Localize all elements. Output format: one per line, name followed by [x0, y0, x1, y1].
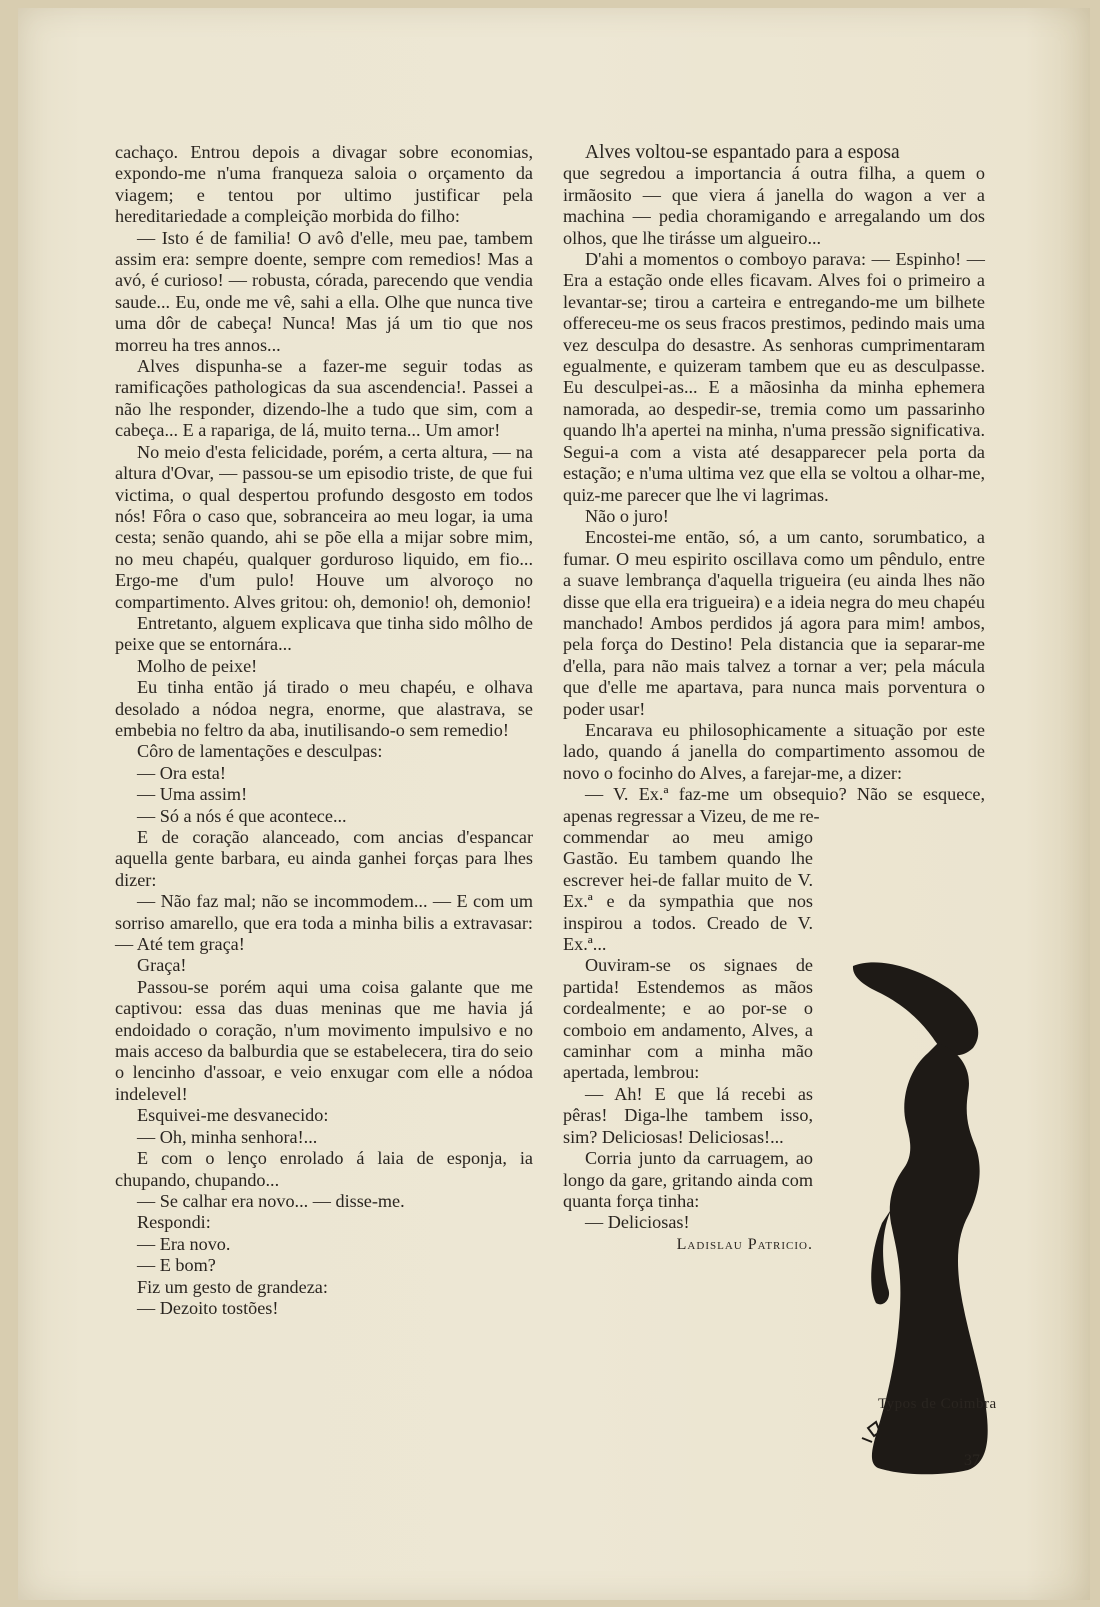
paragraph: Esquivei-me desvanecido: — [137, 1105, 329, 1126]
figure-hat — [853, 962, 978, 1055]
paragraph: E com o lenço enrolado á laia de esponja, ia chupando, chupando... — [115, 1148, 533, 1190]
paragraph: Respondi: — [137, 1212, 211, 1233]
paragraph: Corria junto da carruagem, ao longo da gare, gritando ainda com quanta força tinha: — [563, 1148, 813, 1211]
paragraph: — Dezoito tostões! — [137, 1297, 279, 1318]
paragraph: — Oh, minha senhora!... — [137, 1126, 318, 1147]
paragraph: Alves dispunha-se a fazer-me seguir todas as ramificações pathologicas da sua ascendencia!. Passei a não lhe responder, dizendo-lhe a tudo que sim, com a cabeça... E a rapariga, de lá, muito terna... Um amor! — [115, 356, 533, 441]
paragraph: Alves voltou-se espantado para a esposa — [585, 142, 900, 163]
paragraph: — Isto é de familia! O avô d'elle, meu pae, tambem assim era: sempre doente, sempre com remedios! Mas a avó, é curioso! — robusta, córada, parecendo que vendia saude... Eu, onde me vê, sahi a ella. Olhe que nunca tive uma dôr de cabeça! Nunca! Mas já um tio que nos morreu ha tres annos... — [115, 227, 533, 355]
paragraph: — Ora esta! — [137, 762, 226, 783]
signature: Ladislau Patricio. — [676, 1235, 813, 1253]
paragraph: Molho de peixe! — [137, 655, 258, 676]
paragraph: Côro de lamentações e desculpas: — [137, 741, 383, 762]
paragraph: Fiz um gesto de grandeza: — [137, 1276, 328, 1297]
paragraph: — Só a nós é que acontece... — [137, 805, 347, 826]
paragraph: — Não faz mal; não se incommodem... — E com um sorriso amarello, que era toda a minha bilis a extravasar: — Até tem graça! — [115, 891, 533, 955]
paragraph: Não o juro! — [585, 505, 669, 526]
paragraph: — E bom? — [137, 1255, 216, 1276]
paragraph: — Se calhar era novo... — disse-me. — [137, 1190, 405, 1211]
paragraph: Encarava eu philosophicamente a situação por este lado, quando á janella do compartimento assomou de novo o focinho do Alves, a farejar-me, a dizer: — [563, 719, 985, 783]
paragraph: Encostei-me então, só, a um canto, sorumbatico, a fumar. O meu espirito oscillava como um pêndulo, entre a suave lembrança d'aquella trigueira (eu ainda lhes não disse que ella era trigueira) e a ideia negra do meu chapéu manchado! Ambos perdidos já agora para mim! ambos, pela força do Destino! Pela distancia que ia separar-me d'ella, para não mais talvez a tornar a ver; pela mácula que d'elle me apartava, para nunca mais porventura o poder usar! — [563, 527, 985, 719]
paragraph: Ouviram-se os signaes de partida! Estendemos as mãos cordealmente; e ao por-se o comboio em andamento, Alves, a caminhar com a minha mão apertada, lembrou: — [563, 955, 813, 1083]
paragraph: Passou-se porém aqui uma coisa galante que me captivou: essa das duas meninas que me havia já endoidado o coração, n'um movimento impulsivo e no mais acceso da balburdia que se estabelecera, tira do seio o lencinho d'assoar, e veio enxugar com elle a nódoa indelevel! — [115, 976, 533, 1104]
paragraph: Eu tinha então já tirado o meu chapéu, e olhava desolado a nódoa negra, enorme, que alastrava, se embebia no feltro da aba, inutilisando-o sem remedio! — [115, 677, 533, 740]
paragraph: — Era novo. — [137, 1233, 231, 1254]
right-column-full-width — [563, 142, 985, 827]
paragraph: — V. Ex.ª faz-me um obsequio? Não se esquece, apenas regressar a Vizeu, de me re- — [563, 784, 985, 826]
page — [18, 8, 1090, 1600]
paragraph: commendar ao meu amigo Gastão. Eu tambem quando lhe escrever hei-de fallar muito de V. Ex.ª e da sympathia que nos inspirou a todos. Creado de V. Ex.ª... — [563, 827, 813, 955]
paragraph: que segredou a importancia á outra filha, a quem o irmãosito — que viera á janella do wagon a ver a machina — pedia choramigando e arregalando um dos olhos, que lhe tirásse um algueiro... — [563, 163, 985, 248]
paragraph: — Ah! E que lá recebi as pêras! Diga-lhe tambem isso, sim? Deliciosas! Deliciosas!... — [563, 1083, 813, 1147]
paragraph: Graça! — [137, 955, 187, 976]
figure-arm — [871, 1208, 892, 1304]
paragraph: D'ahi a momentos o comboyo parava: — Espinho! — Era a estação onde elles ficavam. Alves foi o primeiro a levantar-se; tirou a carteira e entregando-me um bilhete offereceu-me os seus fracos prestimos, pedindo mais uma vez desculpa do desastre. As senhoras cumprimentaram egualmente, e quizeram tambem que eu as desculpasse. Eu desculpei-as... E a mãosinha da minha ephemera namorada, ao despedir-se, tremia como um passarinho quando lh'a apertei na minha, n'uma pressão significativa. Segui-a com a vista até desapparecer pela porta da estação; e n'uma ultima vez que ella se voltou a olhar-me, quiz-me parecer que lhe vi lagrimas. — [563, 249, 985, 505]
right-column-narrow — [563, 827, 813, 1234]
paragraph: Entretanto, alguem explicava que tinha sido môlho de peixe que se entornára... — [115, 612, 533, 655]
paragraph: No meio d'esta felicidade, porém, a certa altura, — na altura d'Ovar, — passou-se um episodio triste, de que fui victima, o qual despertou profundo desgosto em todos nós! Fôra o caso que, sobranceira ao meu logar, ia uma cesta; senão quando, ahi se põe ella a mijar sobre mim, no meu chapéu, qualquer gorduroso liquido, em fio... Ergo-me d'um pulo! Houve um alvoroço no compartimento. Alves gritou: oh, demonio! oh, demonio! — [115, 441, 533, 612]
page-number: 37 — [964, 1452, 980, 1469]
paragraph: cachaço. Entrou depois a divagar sobre economias, expondo-me n'uma franqueza saloia o orçamento da viagem; e tentou por ultimo justificar pela hereditariedade a compleição morbida do filho: — [115, 142, 533, 227]
paragraph: — Uma assim! — [137, 784, 248, 805]
figure-caption: Typos de Coimbra — [878, 1396, 997, 1412]
paragraph: — Deliciosas! — [585, 1212, 690, 1233]
paragraph: E de coração alanceado, com ancias d'espancar aquella gente barbara, eu ainda ganhei forças para lhes dizer: — [115, 827, 533, 890]
left-column — [115, 142, 533, 1319]
